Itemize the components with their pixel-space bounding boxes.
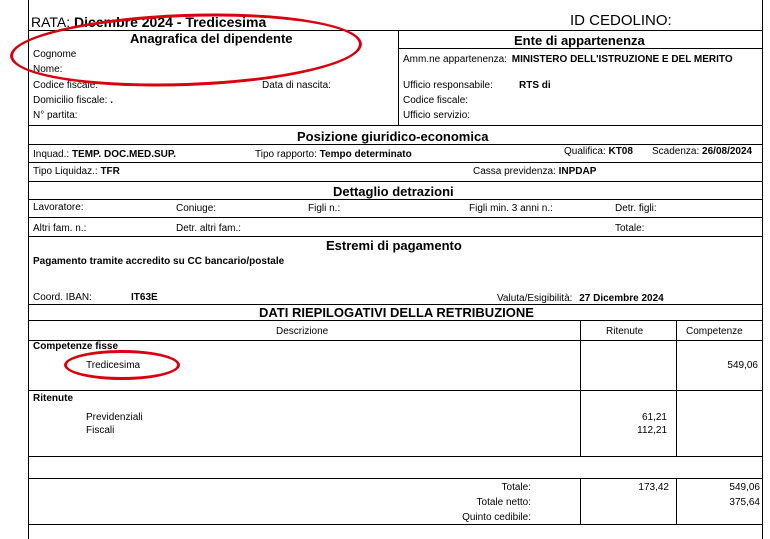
inquad-label: Inquad.: (33, 149, 70, 160)
divider (28, 125, 763, 126)
divider (28, 456, 763, 457)
posizione-title: Posizione giuridico-economica (297, 129, 489, 144)
tipo-rapporto-label: Tipo rapporto: (255, 149, 317, 160)
scadenza-value: 26/08/2024 (702, 146, 753, 157)
rata-label: RATA: (31, 14, 71, 30)
totale-competenze: 549,06 (729, 482, 760, 493)
table-row-ritenute: 61,21 (641, 412, 667, 423)
competenze-fisse-label: Competenze fisse (33, 341, 119, 352)
cassa-value: INPDAP (558, 166, 597, 177)
iban-value: IT63E (131, 292, 158, 303)
tipo-liquid (33, 166, 120, 177)
totale-label: Totale: (501, 482, 531, 493)
tipo-rapporto (255, 149, 412, 160)
rata-value: Dicembre 2024 - Tredicesima (74, 14, 267, 30)
pagamento-modalita: Pagamento tramite accredito su CC bancario/postale (33, 256, 285, 267)
figli-label: Figli n.: (308, 203, 341, 214)
table-row-desc: Previdenziali (86, 412, 143, 423)
col-sep (580, 478, 581, 524)
domicilio-label (33, 95, 113, 106)
ente-title: Ente di appartenenza (514, 33, 645, 48)
qualifica-value: KT08 (608, 146, 633, 157)
totale-ritenute: 173,42 (638, 482, 669, 493)
divider (28, 320, 763, 321)
coniuge-label: Coniuge: (176, 203, 217, 214)
cassa-label: Cassa previdenza: (473, 166, 556, 177)
divider (28, 340, 763, 341)
totale-netto-value: 375,64 (729, 497, 760, 508)
domicilio-text: Domicilio fiscale: (33, 95, 108, 106)
scadenza-label: Scadenza: (652, 146, 700, 157)
totale-netto-label: Totale netto: (476, 497, 531, 508)
divider (28, 524, 763, 525)
amm-appartenenza (403, 54, 733, 65)
quinto-label: Quinto cedibile: (462, 512, 531, 523)
id-cedolino-label: ID CEDOLINO: (570, 12, 672, 29)
detr-figli-label: Detr. figli: (615, 203, 657, 214)
table-row-ritenute: 112,21 (637, 425, 667, 436)
col-competenze: Competenze (686, 326, 743, 337)
iban-label: Coord. IBAN: (33, 292, 92, 303)
annotation-oval-tredicesima (64, 350, 180, 380)
totale-detrazioni-label: Totale: (615, 223, 645, 234)
detrazioni-title: Dettaglio detrazioni (333, 184, 454, 199)
divider (28, 199, 763, 200)
tipo-liquid-value: TFR (100, 166, 120, 177)
table-row-desc: Fiscali (86, 425, 115, 436)
divider (28, 144, 763, 145)
frame-right-border (762, 0, 763, 539)
table-row-competenze: 549,06 (727, 360, 758, 371)
figli-min-label: Figli min. 3 anni n.: (469, 203, 553, 214)
valuta-value: 27 Dicembre 2024 (579, 293, 664, 304)
divider (398, 48, 763, 49)
inquad-value: TEMP. DOC.MED.SUP. (71, 149, 177, 160)
ritenute-label: Ritenute (33, 393, 73, 404)
divider (398, 30, 399, 126)
cassa-previdenza (473, 166, 596, 177)
ufficio-resp-label: Ufficio responsabile: (403, 80, 493, 91)
divider (28, 162, 763, 163)
altri-fam-label: Altri fam. n.: (33, 223, 87, 234)
ufficio-servizio: Ufficio servizio: (403, 110, 471, 121)
ufficio-resp-value: RTS di (519, 80, 551, 91)
valuta (497, 293, 664, 304)
domicilio-value: . (110, 95, 114, 106)
nome-label: Nome: (33, 64, 63, 75)
qualifica (564, 146, 633, 157)
partita-label: N° partita: (33, 110, 78, 121)
col-descrizione: Descrizione (276, 326, 329, 337)
col-sep (676, 478, 677, 524)
pagamento-title: Estremi di pagamento (326, 238, 462, 253)
codice-fiscale-label: Codice fiscale: (33, 80, 99, 91)
detr-altri-label: Detr. altri fam.: (176, 223, 242, 234)
col-ritenute: Ritenute (606, 326, 644, 337)
data-nascita-label: Data di nascita: (262, 80, 331, 91)
divider (28, 236, 763, 237)
tipo-rapporto-value: Tempo determinato (319, 149, 412, 160)
valuta-label: Valuta/Esigibilità: (497, 293, 573, 304)
col-sep (580, 320, 581, 456)
cognome-label: Cognome (33, 49, 77, 60)
scadenza (652, 146, 752, 157)
riepilogo-title: DATI RIEPILOGATIVI DELLA RETRIBUZIONE (259, 305, 534, 320)
inquad-row (33, 149, 176, 160)
table-row-desc: Tredicesima (86, 360, 141, 371)
divider (28, 181, 763, 182)
tipo-liquid-label: Tipo Liquidaz.: (33, 166, 98, 177)
amm-label: Amm.ne appartenenza: (403, 54, 507, 65)
col-sep (676, 320, 677, 456)
amm-value: MINISTERO DELL'ISTRUZIONE E DEL MERITO (511, 54, 733, 65)
qualifica-label: Qualifica: (564, 146, 606, 157)
divider (28, 478, 763, 479)
anagrafica-title: Anagrafica del dipendente (130, 31, 293, 46)
lavoratore-label: Lavoratore: (33, 202, 84, 213)
frame-left-border (28, 0, 29, 539)
ente-codice-fiscale: Codice fiscale: (403, 95, 469, 106)
divider (28, 390, 763, 391)
divider (28, 217, 763, 218)
